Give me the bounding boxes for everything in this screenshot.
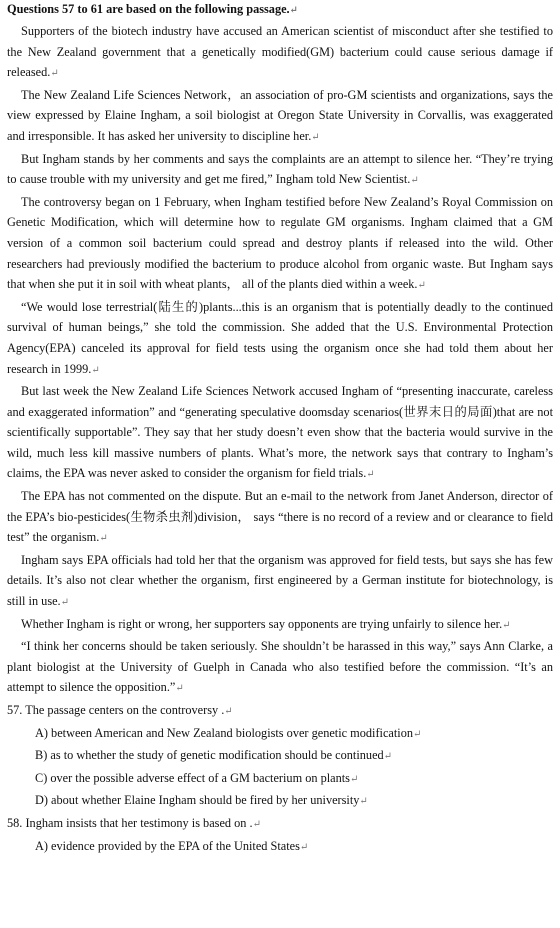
passage-paragraph: But last week the New Zealand Life Sciences Network accused Ingham of “presenting inaccurate, careless and exaggerated information” and “generating speculative doomsday scenarios(世界末日的局面)that are not scientifically supportable”. They say that her study doesn’t even show that the bacteria would survive in the wild, much less kill massive numbers of plants. What’s more, the network says that contrary to Ingham’s claims, the EPA was never asked to consider the organism for field trials.↵: [7, 384, 553, 481]
passage-paragraph: The controversy began on 1 February, when Ingham testified before New Zealand’s Royal Commission on Genetic Modification, which will determine how to regulate GM organisms. Ingham claimed that a GM version of a common soil bacterium could spread and destroy plants if released into the wild. Other researchers had previously modified the bacterium to produce alcohol from organic waste. But Ingham says that when she put it in soil with wheat plants， all of the plants died within a week.↵: [7, 194, 553, 292]
paragraph-mark: ↵: [252, 818, 261, 830]
passage-paragraph: Whether Ingham is right or wrong, her supporters say opponents are trying unfairly to silence her.↵: [21, 616, 511, 631]
passage-paragraph: The EPA has not commented on the dispute. But an e-mail to the network from Janet Anderson, director of the EPA’s bio-pesticides(生物杀虫剂)division， says “there is no record of a review and or clearance to field test” the organism.↵: [7, 489, 553, 545]
section-heading: Questions 57 to 61 are based on the following passage.↵: [7, 2, 299, 16]
paragraph-mark: ↵: [359, 796, 368, 808]
paragraph-mark: ↵: [175, 683, 184, 695]
answer-option: D) about whether Elaine Ingham should be fired by her university↵: [35, 793, 368, 808]
paragraph-mark: ↵: [417, 280, 426, 292]
paragraph-mark: ↵: [50, 68, 59, 80]
answer-option: B) as to whether the study of genetic modification should be continued↵: [35, 748, 393, 763]
passage-paragraph: Ingham says EPA officials had told her that the organism was approved for field tests, but says she has few details. It’s also not clear whether the organism, first engineered by a German institute for biotechnology, is still in use.↵: [7, 552, 553, 609]
answer-option: A) evidence provided by the EPA of the United States↵: [35, 838, 309, 853]
answer-option: A) between American and New Zealand biologists over genetic modification↵: [35, 725, 422, 740]
paragraph-mark: ↵: [383, 751, 393, 763]
answer-option: C) over the possible adverse effect of a GM bacterium on plants↵: [35, 770, 359, 785]
paragraph-mark: ↵: [224, 706, 233, 717]
paragraph-mark: ↵: [410, 175, 419, 187]
question-list: [7, 700, 553, 858]
passage-paragraph: But Ingham stands by her comments and says the complaints are an attempt to silence her. “They’re trying to cause trouble with my university and get me fired,” Ingham told New Scientist.↵: [7, 151, 553, 187]
paragraph-mark: ↵: [99, 533, 108, 545]
paragraph-mark: ↵: [349, 773, 359, 785]
paragraph-mark: ↵: [91, 364, 100, 376]
passage-paragraph: Supporters of the biotech industry have accused an American scientist of misconduct after she testified to the New Zealand government that a genetically modified(GM) bacterium could cause serious damage if released.↵: [7, 24, 553, 80]
passage: [7, 21, 553, 700]
paragraph-mark: ↵: [366, 469, 375, 481]
paragraph-mark: ↵: [502, 619, 511, 631]
paragraph-mark: ↵: [60, 597, 70, 609]
passage-paragraph: “I think her concerns should be taken seriously. She shouldn’t be harassed in this way,” says Ann Clarke, a plant biologist at the University of Guelph in Canada who also testified before the commission. “It’s an attempt to silence the opposition.”↵: [7, 639, 553, 695]
question-stem: 57. The passage centers on the controversy .↵: [7, 703, 233, 717]
question-stem: 58. Ingham insists that her testimony is based on .↵: [7, 815, 261, 830]
paragraph-mark: ↵: [299, 841, 309, 853]
passage-paragraph: “We would lose terrestrial(陆生的)plants...this is an organism that is potentially deadly to the continued survival of human beings,” she told the commission. She added that the U.S. Environmental Protection Agency(EPA) canceled its approval for field tests using the organism once she had told them about her research in 1999.↵: [7, 299, 553, 376]
passage-paragraph: The New Zealand Life Sciences Network，an association of pro-GM scientists and organizations, says the view expressed by Elaine Ingham, a soil biologist at Oregon State University in Corvallis, was exaggerated and irresponsible. It has asked her university to discipline her.↵: [7, 87, 553, 143]
paragraph-mark: ↵: [413, 728, 422, 740]
paragraph-mark: ↵: [311, 131, 320, 143]
